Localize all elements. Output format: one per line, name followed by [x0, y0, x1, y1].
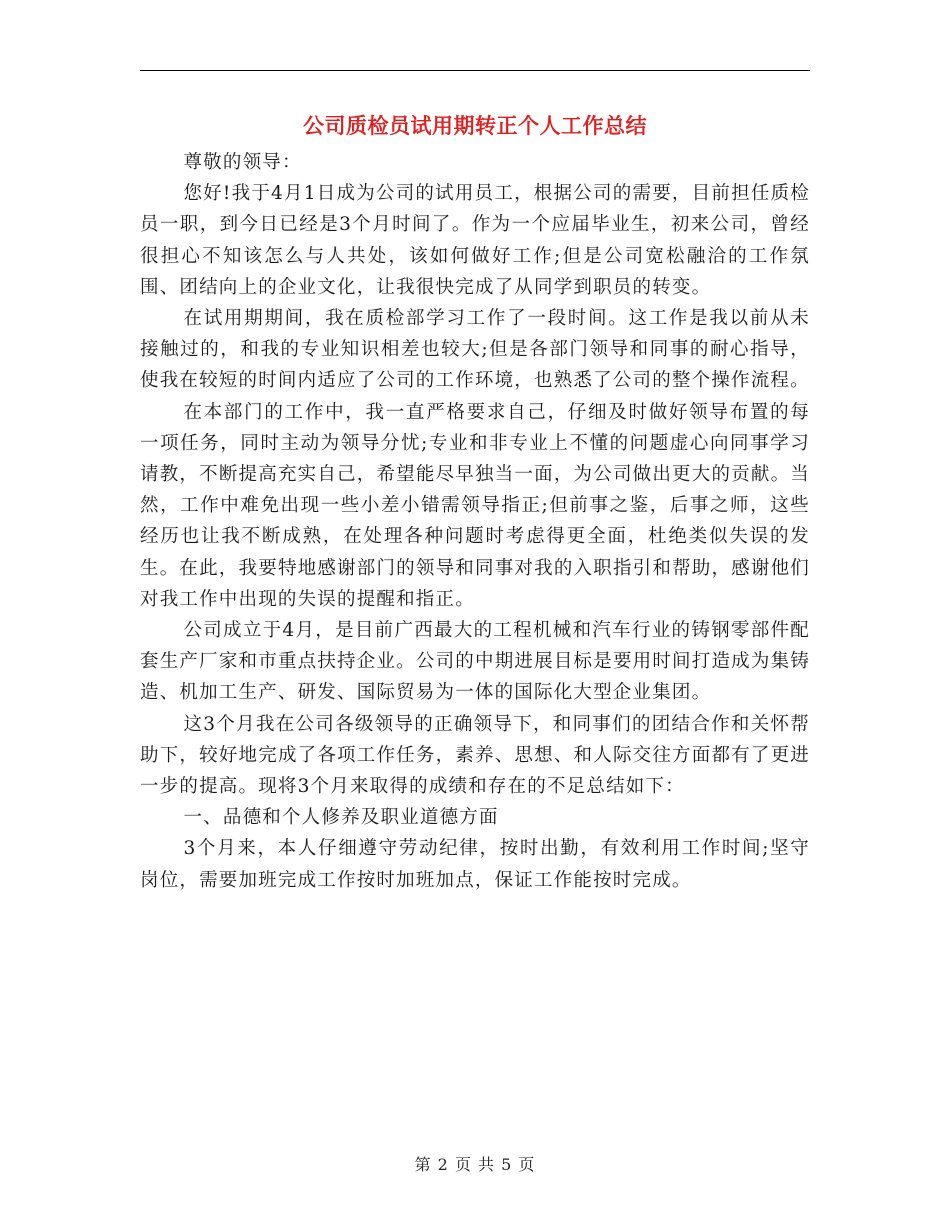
page-number: 第 2 页 共 5 页: [414, 1155, 536, 1174]
salutation: 尊敬的领导：: [183, 152, 302, 173]
header-rule: [140, 70, 810, 71]
paragraph: 公司成立于4月，是目前广西最大的工程机械和汽车行业的铸钢零部件配套生产厂家和市重点扶持企业。公司的中期进展目标是要用时间打造成为集铸造、机加工生产、研发、国际贸易为一体的国际化大型企业集团。: [140, 620, 810, 704]
paragraph: 这3个月我在公司各级领导的正确领导下，和同事们的团结合作和关怀帮助下，较好地完成了各项工作任务，素养、思想、和人际交往方面都有了更进一步的提高。现将3个月来取得的成绩和存在的不足总结如下：: [140, 713, 810, 798]
paragraph: 在试用期期间，我在质检部学习工作了一段时间。这工作是我以前从未接触过的，和我的专业知识相差也较大;但是各部门领导和同事的耐心指导，使我在较短的时间内适应了公司的工作环境，也熟悉了公司的整个操作流程。: [140, 308, 810, 392]
paragraph: 3个月来，本人仔细遵守劳动纪律，按时出勤，有效利用工作时间;坚守岗位，需要加班完成工作按时加班加点，保证工作能按时完成。: [140, 838, 810, 891]
paragraph: 您好!我于4月1日成为公司的试用员工，根据公司的需要，目前担任质检员一职，到今日已经是3个月时间了。作为一个应届毕业生，初来公司，曾经很担心不知该怎么与人共处，该如何做好工作;但是公司宽松融洽的工作氛围、团结向上的企业文化，让我很快完成了从同学到职员的转变。: [140, 183, 810, 298]
document-body: [140, 147, 810, 896]
paragraph: 在本部门的工作中，我一直严格要求自己，仔细及时做好领导布置的每一项任务，同时主动为领导分忧;专业和非专业上不懂的问题虚心向同事学习请教，不断提高充实自己，希望能尽早独当一面，为公司做出更大的贡献。当然，工作中难免出现一些小差小错需领导指正;但前事之鉴，后事之师，这些经历也让我不断成熟，在处理各种问题时考虑得更全面，杜绝类似失误的发生。在此，我要特地感谢部门的领导和同事对我的入职指引和帮助，感谢他们对我工作中出现的失误的提醒和指正。: [140, 401, 810, 610]
document-title: 公司质检员试用期转正个人工作总结: [303, 113, 647, 138]
section-heading: 一、品德和个人修养及职业道德方面: [183, 807, 499, 829]
